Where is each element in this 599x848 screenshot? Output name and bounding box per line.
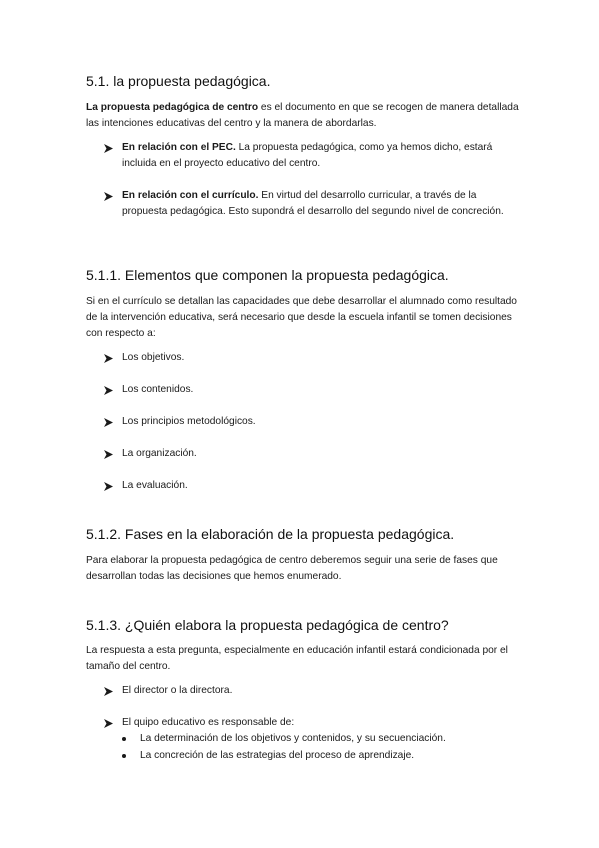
bullet-item-curriculo [104,188,524,220]
list-item-text: El director o la directora. [122,685,233,696]
arrowhead-bullet-icon [104,683,116,699]
list-item-principios [104,414,524,430]
list-item-director [104,683,524,699]
round-bullet-icon [122,754,126,758]
intro-paragraph-5-1-1: Si en el currículo se detallan las capacidades que debe desarrollar el alumnado como resultado de la intervención educativa, será necesario que desde la escuela infantil se tomen decisiones con respecto a: [86,296,517,339]
arrowhead-bullet-icon [104,382,116,398]
sub-list-item-objetivos [122,731,522,747]
heading-5-1-1: 5.1.1. Elementos que componen la propuesta pedagógica. [86,267,449,283]
list-item-equipo [104,715,524,731]
arrowhead-bullet-icon [104,715,116,731]
arrowhead-bullet-icon [104,188,116,204]
arrowhead-bullet-icon [104,140,116,156]
sub-list-item-estrategias [122,748,522,764]
bullet-bold-pec: En relación con el PEC. [122,142,236,153]
list-item-text: La evaluación. [122,480,188,491]
paragraph-5-1-2: Para elaborar la propuesta pedagógica de centro deberemos seguir una serie de fases que desarrollan todas las decisiones que hemos enumerado. [86,555,498,582]
arrowhead-bullet-icon [104,446,116,462]
list-item-organizacion [104,446,524,462]
intro-rest-text: es el documento en que se recogen de manera detallada las intenciones educativas del centro y la manera de abordarlas. [86,102,519,129]
bullet-rest-curriculo: En virtud del desarrollo curricular, a través de la propuesta pedagógica. Esto supondrá el desarrollo del segundo nivel de concreción. [122,190,504,217]
bullet-text-pec [122,140,524,172]
sub-list-item-text: La concreción de las estrategias del proceso de aprendizaje. [140,750,415,761]
list-item-text: Los objetivos. [122,352,185,363]
intro-paragraph-5-1 [86,100,526,132]
arrowhead-bullet-icon [104,478,116,494]
list-item-text: Los principios metodológicos. [122,416,256,427]
heading-5-1-2: 5.1.2. Fases en la elaboración de la propuesta pedagógica. [86,526,455,542]
sub-list-item-text: La determinación de los objetivos y contenidos, y su secuenciación. [140,733,446,744]
list-item-text: El quipo educativo es responsable de: [122,717,295,728]
intro-bold-term: La propuesta pedagógica de centro [86,102,259,113]
bullet-bold-curriculo: En relación con el currículo. [122,190,259,201]
list-item-evaluacion [104,478,524,494]
bullet-rest-pec: La propuesta pedagógica, como ya hemos dicho, estará incluida en el proyecto educativo del centro. [122,142,493,169]
list-item-text: Los contenidos. [122,384,194,395]
heading-5-1-3: 5.1.3. ¿Quién elabora la propuesta pedagógica de centro? [86,617,449,633]
round-bullet-icon [122,737,126,741]
list-item-objetivos [104,350,524,366]
arrowhead-bullet-icon [104,350,116,366]
bullet-text-curriculo [122,188,524,220]
paragraph-5-1-3: La respuesta a esta pregunta, especialmente en educación infantil estará condicionada por el tamaño del centro. [86,645,508,672]
bullet-item-pec [104,140,524,172]
arrowhead-bullet-icon [104,414,116,430]
list-item-text: La organización. [122,448,197,459]
heading-5-1: 5.1. la propuesta pedagógica. [86,73,271,89]
list-item-contenidos [104,382,524,398]
